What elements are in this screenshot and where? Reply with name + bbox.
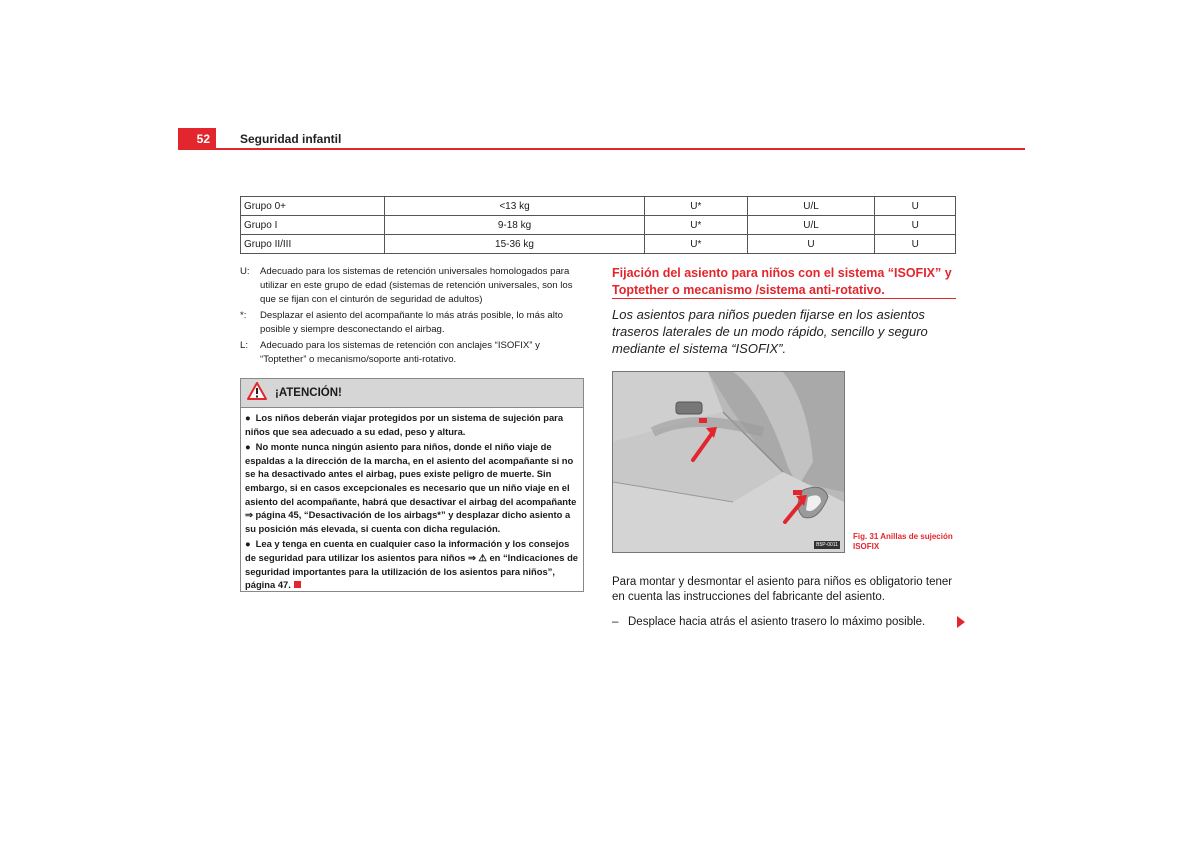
note-text: Desplazar el asiento del acompañante lo más atrás posible, lo más alto posible y siempre desconectando el airbag. <box>260 310 563 335</box>
bullet-icon: ● <box>245 538 251 550</box>
header-divider <box>178 148 1025 150</box>
figure-code: B5P-0011 <box>816 542 838 548</box>
table-cell: U <box>747 235 875 254</box>
child-seat-group-table <box>240 196 956 254</box>
table-notes <box>240 265 586 369</box>
chapter-title: Seguridad infantil <box>240 132 342 146</box>
bullet-icon: ● <box>245 412 251 423</box>
table-cell: Grupo II/III <box>241 235 385 254</box>
table-cell: Grupo I <box>241 216 385 235</box>
warning-item <box>245 411 579 438</box>
section-divider <box>612 298 956 299</box>
table-cell: 9-18 kg <box>385 216 645 235</box>
note-mark: *: <box>240 310 247 321</box>
table-row <box>241 197 956 216</box>
warning-item <box>245 537 579 591</box>
step-text: Desplace hacia atrás el asiento trasero lo máximo posible. <box>628 616 926 628</box>
table-cell: U* <box>645 197 748 216</box>
warning-body <box>241 408 583 597</box>
warning-item-text: No monte nunca ningún asiento para niños, donde el niño viaje de espaldas a la dirección de la marcha, en el asiento del acompañante si no se ha desactivado antes el airbag, pues existe peligro de muerte. Sin embargo, si en casos excepcionales es necesario que un niño viaje en el asiento del acompañante, habrá que desactivar el airbag del acompañante ⇒ página 45, “Desactivación de los airbags*” y desplazar dicho asiento a su posición más elevada, si cuenta con dicha regulación. <box>245 441 577 534</box>
page-number: 52 <box>178 128 216 150</box>
note-mark: U: <box>240 266 250 277</box>
table-cell: U/L <box>747 197 875 216</box>
section-end-square-icon <box>294 581 301 588</box>
step-item <box>612 615 942 630</box>
note-item <box>240 309 586 337</box>
table-cell: 15-36 kg <box>385 235 645 254</box>
warning-item <box>245 440 579 535</box>
table-row <box>241 216 956 235</box>
figure-caption: Fig. 31 Anillas de sujeción ISOFIX <box>853 532 953 551</box>
warning-title: ¡ATENCIÓN! <box>275 387 342 399</box>
table-cell: U/L <box>747 216 875 235</box>
note-text: Adecuado para los sistemas de retención con anclajes “ISOFIX” y “Toptether” o mecanismo/soporte anti-rotativo. <box>260 340 540 365</box>
note-item <box>240 265 586 307</box>
table-cell: U* <box>645 216 748 235</box>
isofix-seat-illustration <box>613 372 844 552</box>
table-cell: U <box>875 235 956 254</box>
warning-triangle-icon <box>247 382 267 405</box>
warning-box <box>240 378 584 592</box>
table-cell: U <box>875 216 956 235</box>
continue-arrow-icon <box>957 616 965 628</box>
step-dash: – <box>612 616 619 628</box>
table-cell: <13 kg <box>385 197 645 216</box>
table-row <box>241 235 956 254</box>
warning-header <box>241 379 583 408</box>
table-cell: U* <box>645 235 748 254</box>
warning-item-text: Los niños deberán viajar protegidos por un sistema de sujeción para niños que sea adecuado a su edad, peso y altura. <box>245 412 564 437</box>
note-item <box>240 339 586 367</box>
section-title: Fijación del asiento para niños con el sistema “ISOFIX” y Toptether o mecanismo /sistema anti-rotativo. <box>612 266 952 297</box>
table-cell: Grupo 0+ <box>241 197 385 216</box>
bullet-icon: ● <box>245 441 251 453</box>
note-text: Adecuado para los sistemas de retención universales homologados para utilizar en este grupo de edad (sistemas de retención universales, son los que se fijan con el cinturón de seguridad de adultos) <box>260 266 573 305</box>
warning-item-text: Lea y tenga en cuenta en cualquier caso la información y los consejos de seguridad para utilizar los asientos para niños ⇒ ⚠ en “Indicaciones de seguridad importantes para la utilización de los asientos para niños”, página 47. <box>245 538 579 591</box>
isofix-figure <box>612 371 845 553</box>
body-paragraph: Para montar y desmontar el asiento para niños es obligatorio tener en cuenta las instrucciones del fabricante del asiento. <box>612 576 953 603</box>
section-intro: Los asientos para niños pueden fijarse en los asientos traseros laterales de un modo rápido, sencillo y seguro mediante el sistema “ISOFIX”. <box>612 307 928 356</box>
table-cell: U <box>875 197 956 216</box>
note-mark: L: <box>240 340 249 351</box>
